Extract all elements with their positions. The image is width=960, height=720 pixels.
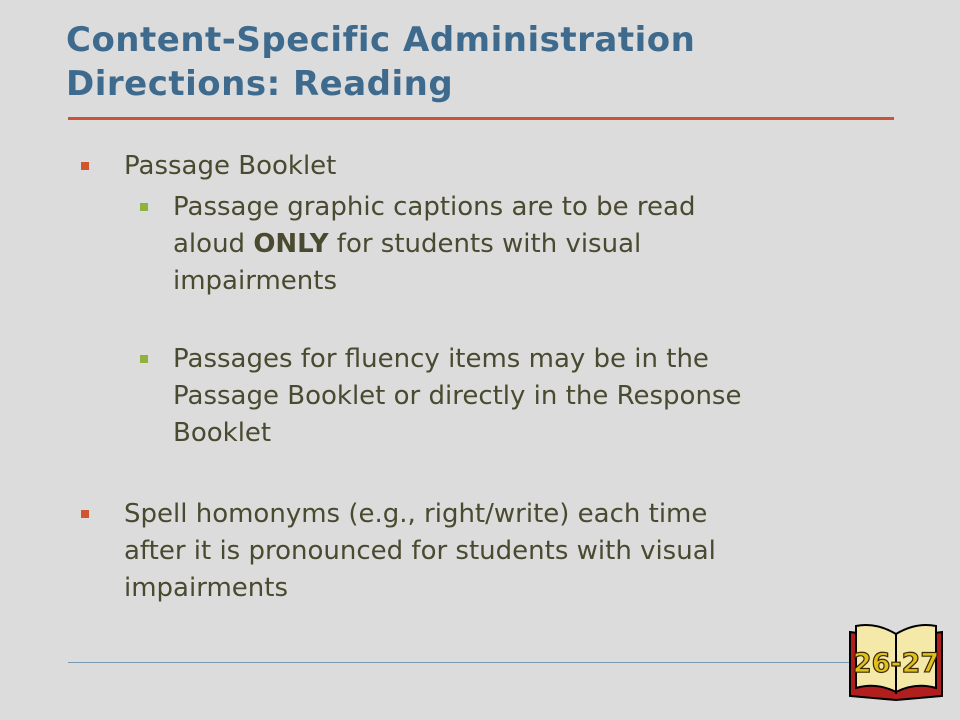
title-line-1: Content-Specific Administration xyxy=(66,20,696,60)
page-reference: 26-27 xyxy=(852,648,940,679)
bullet-homonyms: Spell homonyms (e.g., right/write) each time after it is pronounced for students with visual impairments xyxy=(124,499,716,603)
page-title xyxy=(66,18,695,106)
sub-bullet-captions: Passage graphic captions are to be read aloud ONLY for students with visual impairments xyxy=(173,192,696,296)
bullet-square-icon xyxy=(81,510,89,518)
title-divider xyxy=(68,117,894,120)
title-line-2: Directions: Reading xyxy=(66,64,454,104)
emphasis-only: ONLY xyxy=(253,229,329,259)
sub-bullet-square-icon xyxy=(140,355,148,363)
footer-divider xyxy=(68,662,858,663)
bullet-passage-booklet: Passage Booklet xyxy=(124,151,337,181)
bullet-square-icon xyxy=(81,162,89,170)
sub-bullet-square-icon xyxy=(140,203,148,211)
sub-bullet-fluency: Passages for fluency items may be in the Passage Booklet or directly in the Response Booklet xyxy=(173,344,742,448)
open-book-icon xyxy=(846,620,946,702)
